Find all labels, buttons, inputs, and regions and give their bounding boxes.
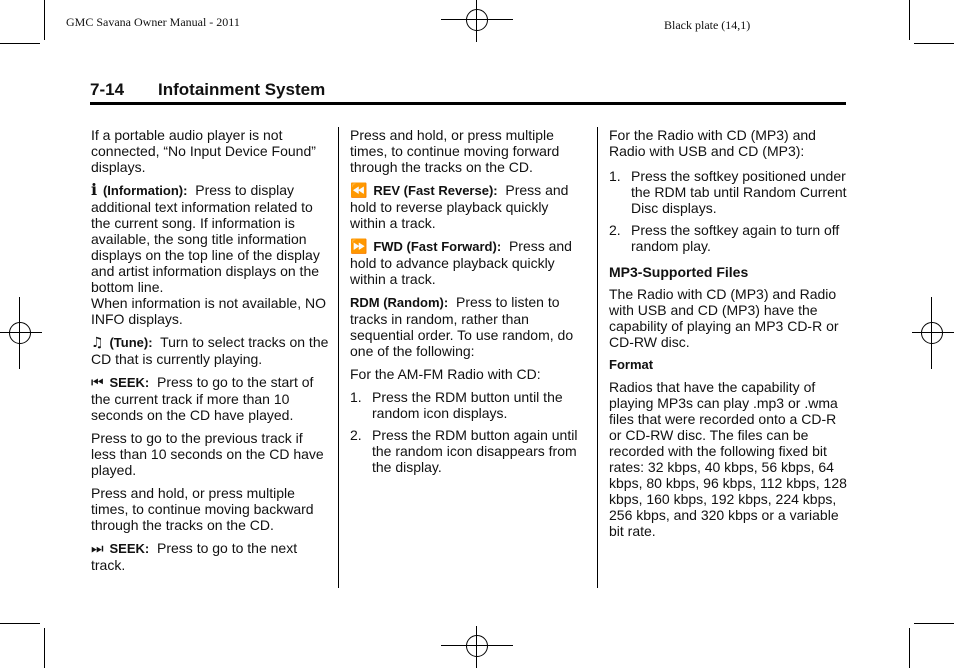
heading-mp3-supported: MP3-Supported Files	[609, 264, 749, 280]
seek-forward-icon: ⏭	[91, 541, 104, 557]
list-text: Press the softkey positioned under the RDM tab until Random Current Disc displays.	[631, 168, 847, 216]
paragraph: Press and hold, or press multiple times, to continue moving forward through the tracks on the CD.	[350, 127, 560, 175]
crop-mark	[914, 623, 954, 624]
list-item	[609, 168, 849, 216]
seek-forward-text: Press to go to the next track.	[91, 540, 298, 573]
info-entry	[91, 182, 329, 327]
rev-entry	[350, 182, 588, 231]
plate-label: Black plate (14,1)	[664, 18, 751, 32]
seek-back-label: SEEK:	[109, 375, 150, 390]
column-3	[609, 127, 849, 546]
registration-mark-top	[441, 0, 513, 42]
rev-text: Press and hold to reverse playback quickly within a track.	[350, 182, 569, 231]
seek-forward-entry	[91, 540, 329, 573]
list-text: Press the softkey again to turn off random play.	[631, 222, 840, 254]
seek-back-entry	[91, 374, 329, 423]
page-title	[90, 80, 325, 100]
header-rule	[90, 102, 846, 105]
column-1	[91, 127, 329, 580]
list-number: 2.	[350, 427, 362, 443]
list-number: 2.	[609, 222, 621, 238]
info-icon: i	[91, 180, 98, 199]
paragraph: Radios that have the capability of playing MP3s can play .mp3 or .wma files that were recorded onto a CD-R or CD-RW disc. The files can be recorded with the following fixed bit rates: 32 kbps, 40 kbps, 56 kbps, 64 kbps, 80 kbps, 96 kbps, 112 kbps, 128 kbps, 160 kbps, 192 kbps, 224 kbps, 256 kbps, and 320 kbps or a variable bit rate.	[609, 379, 847, 539]
rdm-entry	[350, 294, 588, 359]
list-text: Press the RDM button until the random icon displays.	[372, 389, 563, 421]
fwd-text: Press and hold to advance playback quickly within a track.	[350, 238, 572, 287]
registration-mark-bottom	[441, 626, 513, 668]
fast-reverse-icon: ⏪	[350, 183, 368, 199]
registration-mark-left	[0, 297, 42, 369]
rev-label: REV (Fast Reverse):	[373, 183, 498, 198]
tune-entry	[91, 334, 329, 367]
list-item	[609, 222, 849, 254]
info-label: (Information):	[102, 183, 188, 198]
tune-text: Turn to select tracks on the CD that is currently playing.	[91, 334, 329, 367]
info-text-2: When information is not available, NO INFO displays.	[91, 295, 326, 327]
page-number: 7-14	[90, 80, 125, 99]
seek-back-text: Press to go to the start of the current track if more than 10 seconds on the CD have played.	[91, 374, 314, 423]
column-divider	[338, 127, 339, 588]
list-text: Press the RDM button again until the random icon disappears from the display.	[372, 427, 578, 475]
tune-label: (Tune):	[109, 335, 153, 350]
crop-mark	[0, 43, 40, 44]
list-item	[350, 427, 588, 475]
info-text: Press to display additional text information related to the current song. If information is available, the song title information displays on the top line of the display and artist information displays on the bottom line.	[91, 182, 320, 295]
paragraph: Press to go to the previous track if less than 10 seconds on the CD have played.	[91, 430, 324, 478]
crop-mark	[44, 628, 45, 668]
rdm-text: Press to listen to tracks in random, rather than sequential order. To use random, do one of the following:	[350, 294, 574, 359]
paragraph: The Radio with CD (MP3) and Radio with USB and CD (MP3) have the capability of playing an MP3 CD-R or CD-RW disc.	[609, 286, 839, 350]
list-number: 1.	[609, 168, 621, 184]
crop-mark	[0, 623, 40, 624]
crop-mark	[914, 43, 954, 44]
crop-mark	[909, 0, 910, 40]
heading-format: Format	[609, 357, 654, 372]
fast-forward-icon: ⏩	[350, 239, 368, 255]
registration-mark-right	[912, 297, 954, 369]
paragraph: Press and hold, or press multiple times, to continue moving backward through the tracks on the CD.	[91, 485, 314, 533]
column-divider	[597, 127, 598, 588]
seek-forward-label: SEEK:	[109, 541, 150, 556]
column-2	[350, 127, 588, 481]
list-item	[350, 389, 588, 421]
paragraph: If a portable audio player is not connected, “No Input Device Found” displays.	[91, 127, 316, 175]
paragraph: For the Radio with CD (MP3) and Radio with USB and CD (MP3):	[609, 127, 816, 159]
fwd-label: FWD (Fast Forward):	[373, 239, 502, 254]
crop-mark	[44, 0, 45, 40]
seek-back-icon: ⏮	[91, 375, 104, 391]
paragraph: For the AM-FM Radio with CD:	[350, 366, 541, 382]
list-number: 1.	[350, 389, 362, 405]
crop-mark	[909, 628, 910, 668]
section-title: Infotainment System	[158, 80, 326, 99]
manual-title: GMC Savana Owner Manual - 2011	[66, 15, 240, 29]
rdm-label: RDM (Random):	[350, 295, 449, 310]
fwd-entry	[350, 238, 588, 287]
music-note-icon: ♫	[91, 335, 104, 351]
